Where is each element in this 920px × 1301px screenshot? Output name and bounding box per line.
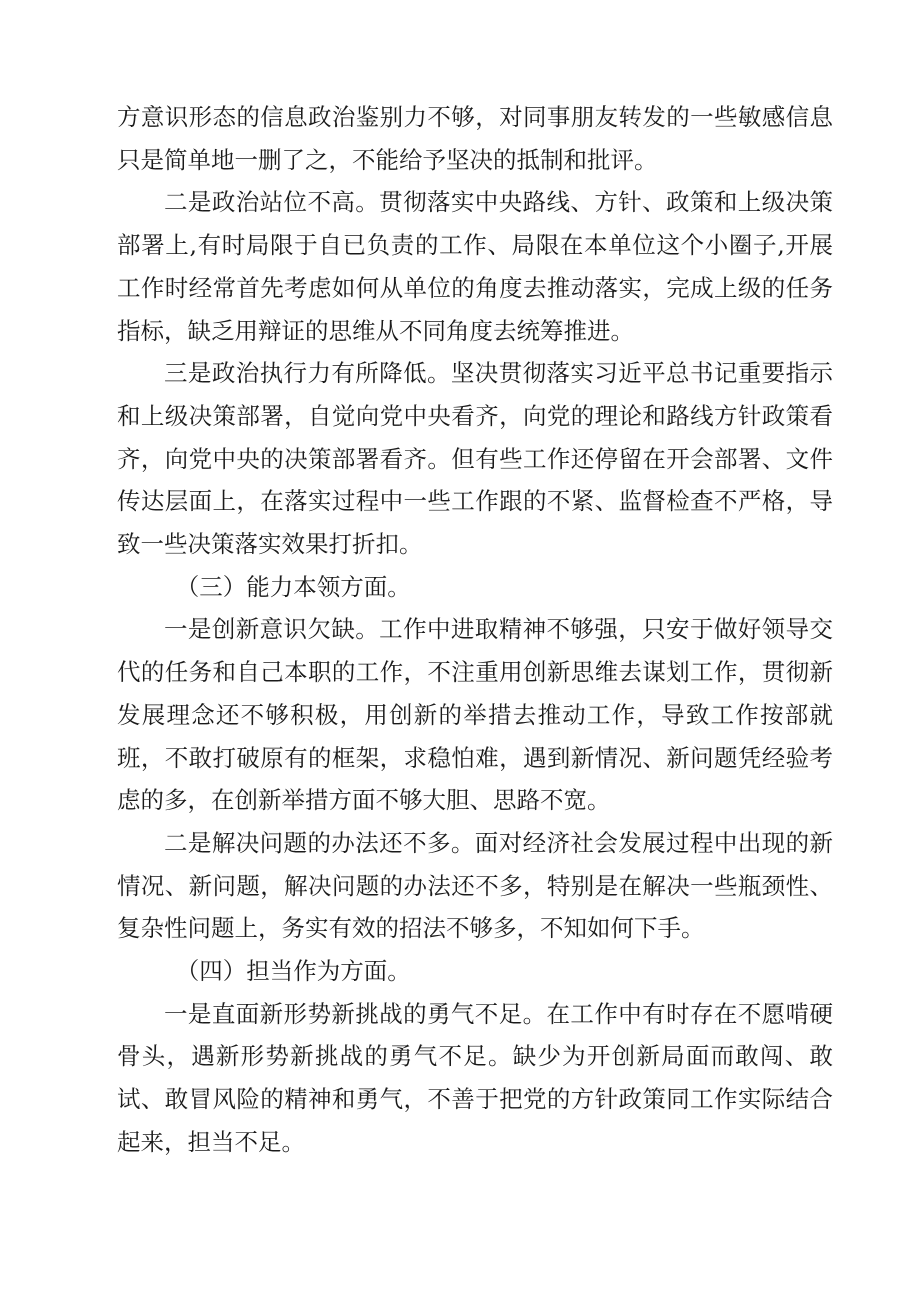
paragraph-continuation: 方意识形态的信息政治鉴别力不够，对同事朋友转发的一些敏感信息只是简单地一删了之，不能给予坚决的抵制和批评。 [117,103,833,174]
section-heading-responsibility: （四）担当作为方面。 [175,957,411,986]
paragraph-problem-solving: 二是解决问题的办法还不多。面对经济社会发展过程中出现的新情况、新问题，解决问题的办法还不多，特别是在解决一些瓶颈性、复杂性问题上，务实有效的招法不够多，不知如何下手。 [117,828,833,943]
paragraph-political-execution: 三是政治执行力有所降低。坚决贯彻落实习近平总书记重要指示和上级决策部署，自觉向党中央看齐，向党的理论和路线方针政策看齐，向党中央的决策部署看齐。但有些工作还停留在开会部署、文件传达层面上，在落实过程中一些工作跟的不紧、监督检查不严格，导致一些决策落实效果打折扣。 [117,359,833,559]
document-body [117,96,833,1164]
paragraph-political-position: 二是政治站位不高。贯彻落实中央路线、方针、政策和上级决策部署上,有时局限于自已负责的工作、局限在本单位这个小圈子,开展工作时经常首先考虑如何从单位的角度去推动落实，完成上级的任务指标，缺乏用辩证的思维从不同角度去统筹推进。 [117,188,833,345]
paragraph-innovation: 一是创新意识欠缺。工作中进取精神不够强，只安于做好领导交代的任务和自己本职的工作，不注重用创新思维去谋划工作，贯彻新发展理念还不够积极，用创新的举措去推动工作，导致工作按部就班，不敢打破原有的框架，求稳怕难，遇到新情况、新问题凭经验考虑的多，在创新举措方面不够大胆、思路不宽。 [117,615,833,815]
section-heading-capability: （三）能力本领方面。 [175,572,411,601]
paragraph-courage: 一是直面新形势新挑战的勇气不足。在工作中有时存在不愿啃硬骨头，遇新形势新挑战的勇气不足。缺少为开创新局面而敢闯、敢试、敢冒风险的精神和勇气，不善于把党的方针政策同工作实际结合起来，担当不足。 [117,999,833,1156]
